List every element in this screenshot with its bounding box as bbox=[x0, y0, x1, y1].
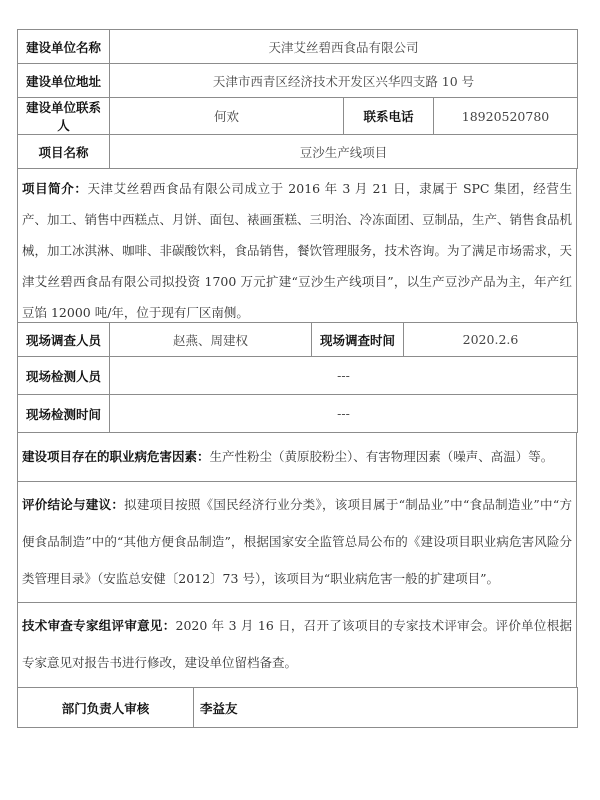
survey-staff-label: 现场调查人员 bbox=[18, 323, 110, 357]
phone-label: 联系电话 bbox=[344, 98, 434, 135]
contact-value: 何欢 bbox=[110, 98, 344, 135]
intro-label: 项目简介： bbox=[22, 181, 88, 196]
project-value: 豆沙生产线项目 bbox=[110, 135, 578, 169]
review-label: 技术审查专家组评审意见： bbox=[22, 618, 176, 633]
dept-person: 李益友 bbox=[194, 688, 578, 728]
review-text: 2020 年 3 月 16 日，召开了该项目的专家技术评审会。评价单位根据专家意见对报告书进行修改，建设单位留档备查。 bbox=[22, 618, 572, 670]
unit-name-value: 天津艾丝碧西食品有限公司 bbox=[110, 30, 578, 64]
conclusion-label: 评价结论与建议： bbox=[22, 497, 125, 512]
hazard-label: 建设项目存在的职业病危害因素： bbox=[22, 449, 210, 464]
survey-time-value: 2020.2.6 bbox=[404, 323, 578, 357]
survey-time-label: 现场调查时间 bbox=[312, 323, 404, 357]
detect-time-row bbox=[18, 395, 578, 433]
phone-value: 18920520780 bbox=[434, 98, 578, 135]
unit-address-value: 天津市西青区经济技术开发区兴华四支路 10 号 bbox=[110, 64, 578, 98]
detect-staff-row bbox=[18, 357, 578, 395]
project-intro bbox=[17, 169, 577, 322]
unit-address-row bbox=[18, 64, 578, 98]
basic-info-table bbox=[17, 29, 578, 169]
conclusion-section bbox=[17, 481, 577, 602]
hazard-text: 生产性粉尘（黄原胶粉尘）、有害物理因素（噪声、高温）等。 bbox=[209, 449, 554, 464]
contact-row bbox=[18, 98, 578, 135]
unit-address-label: 建设单位地址 bbox=[18, 64, 110, 98]
unit-name-row bbox=[18, 30, 578, 64]
contact-label: 建设单位联系人 bbox=[18, 98, 110, 135]
approval-table bbox=[17, 687, 578, 728]
dept-row bbox=[18, 688, 578, 728]
detect-time-label: 现场检测时间 bbox=[18, 395, 110, 433]
hazard-section bbox=[17, 433, 577, 481]
detect-staff-label: 现场检测人员 bbox=[18, 357, 110, 395]
project-label: 项目名称 bbox=[18, 135, 110, 169]
review-section bbox=[17, 602, 577, 687]
project-row bbox=[18, 135, 578, 169]
survey-table bbox=[17, 322, 578, 433]
intro-text: 天津艾丝碧西食品有限公司成立于 2016 年 3 月 21 日，隶属于 SPC 集团，经营生产、加工、销售中西糕点、月饼、面包、裱画蛋糕、三明治、冷冻面团、豆制品，生产、销售食品机械，加工冰淇淋、咖啡、非碳酸饮料，食品销售，餐饮管理服务，技术咨询。为了满足市场需求，天津艾丝碧西食品有限公司拟投资 1700 万元扩建“豆沙生产线项目”，以生产豆沙产品为主，年产红豆馅 12000 吨/年，位于现有厂区南侧。 bbox=[22, 181, 573, 320]
survey-staff-value: 赵燕、周建权 bbox=[110, 323, 312, 357]
detect-staff-value: --- bbox=[110, 357, 578, 395]
detect-time-value: --- bbox=[110, 395, 578, 433]
report-form bbox=[17, 29, 577, 728]
conclusion-text: 拟建项目按照《国民经济行业分类》，该项目属于“制品业”中“食品制造业”中“方便食品制造”中的“其他方便食品制造”，根据国家安全监管总局公布的《建设项目职业病危害风险分类管理目录》（安监总安健〔2012〕73 号），该项目为“职业病危害一般的扩建项目”。 bbox=[22, 497, 572, 586]
dept-label: 部门负责人审核 bbox=[18, 688, 194, 728]
unit-name-label: 建设单位名称 bbox=[18, 30, 110, 64]
